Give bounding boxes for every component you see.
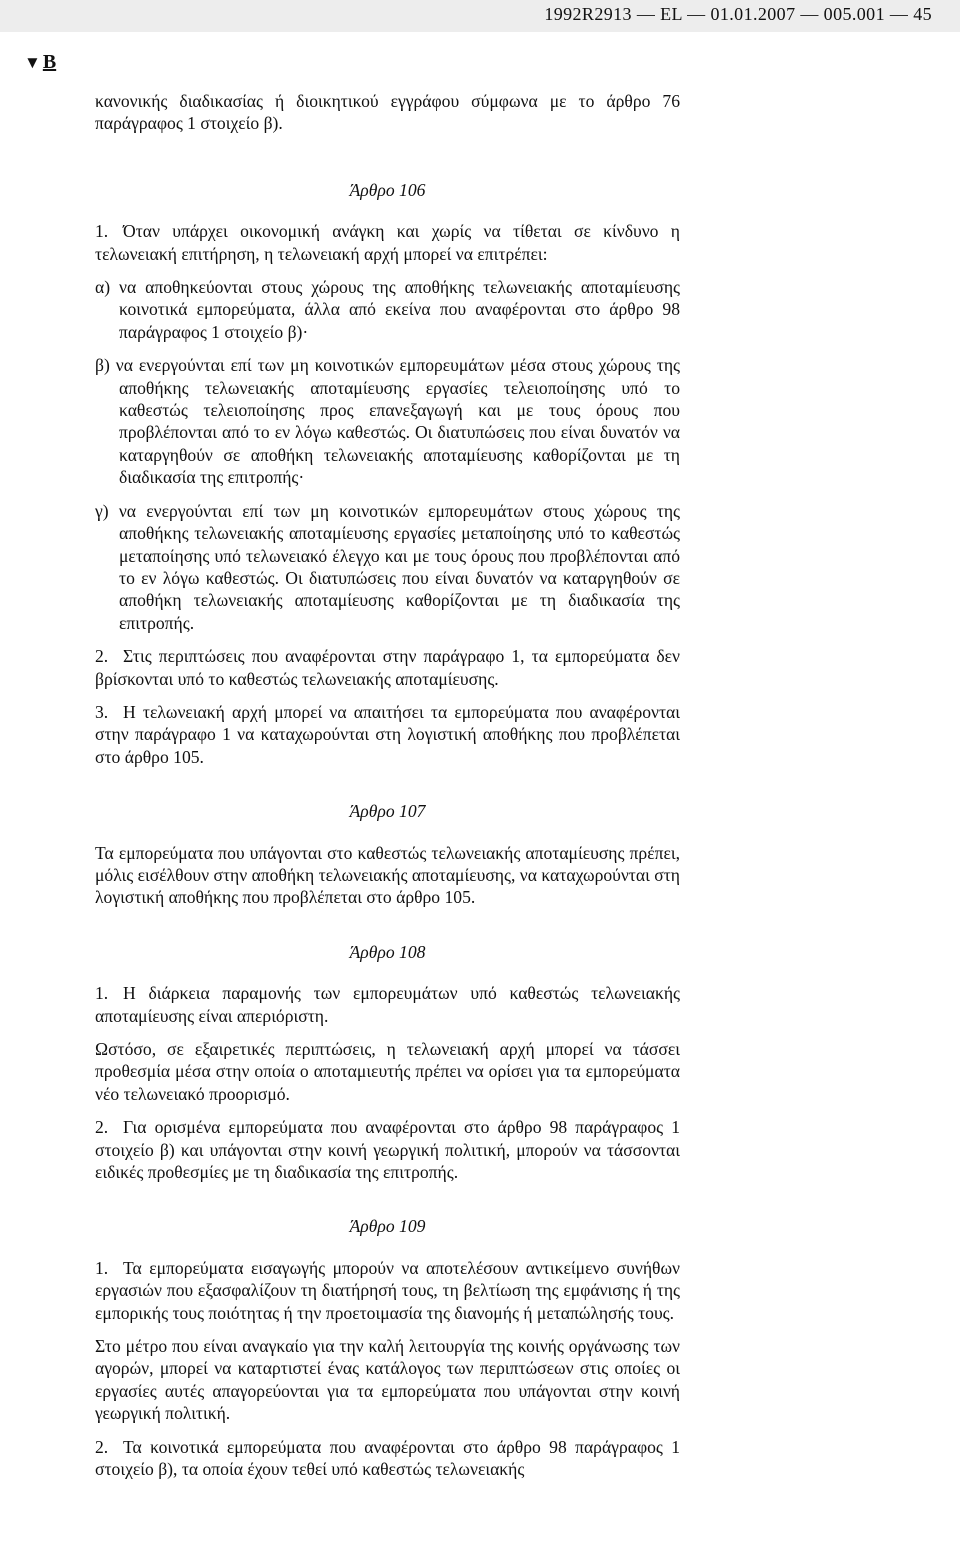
header-text: 1992R2913 — EL — 01.01.2007 — 005.001 — 45 [544,4,932,24]
article-106-item-c: γ) να ενεργούνται επί των μη κοινοτικών εμπορευμάτων στους χώρους της αποθήκης τελωνειακής αποταμίευσης εργασίες μεταποίησης υπό το καθεστώς μεταποίησης υπό τελωνειακό έλεγχο και με τους όρους που προβλέπονται από το εν λόγω καθεστώς. Οι διατυπώσεις που είναι δυνατόν να καταργηθούν σε αποθήκη τελωνειακής αποταμίευσης καθορίζονται με τη διαδικασία της επιτροπής. [95,500,680,633]
article-106-title: Άρθρο 106 [349,179,426,200]
amendment-marker [24,50,56,75]
paragraph-text: Στις περιπτώσεις που αναφέρονται στην παράγραφο 1, τα εμπορεύματα δεν βρίσκονται υπό το καθεστώς τελωνειακής αποταμίευσης. [95,646,680,689]
paragraph-number: 2. [95,1436,109,1457]
doc-reference: 1992R2913 [544,4,632,24]
article-108-paragraph-1 [95,982,680,1027]
paragraph-number: 3. [95,701,109,722]
paragraph-text: Η τελωνειακή αρχή μπορεί να απαιτήσει τα εμπορεύματα που αναφέρονται στην παράγραφο 1 να καταχωρούνται στη λογιστική αποθήκης που προβλέπεται στο άρθρο 105. [95,701,680,767]
article-109-paragraph-1 [95,1257,680,1324]
paragraph-number: 1. [95,221,109,242]
article-107-title: Άρθρο 107 [349,801,426,822]
article-106-item-b: β) να ενεργούνται επί των μη κοινοτικών εμπορευμάτων μέσα στους χώρους της αποθήκης τελωνειακής αποταμίευσης εργασίες τελειοποίησης υπό το καθεστώς τελειοποίησης προς επανεξαγωγή και με τους όρους που προβλέπονται από το εν λόγω καθεστώς. Οι διατυπώσεις που είναι δυνατόν να καταργηθούν σε αποθήκη τελωνειακής αποταμίευσης καθορίζονται με τη διαδικασία της επιτροπής· [95,355,680,488]
article-107-text: Τα εμπορεύματα που υπάγονται στο καθεστώς τελωνειακής αποταμίευσης πρέπει, μόλις εισέλθουν στην αποθήκη τελωνειακής αποταμίευσης, να καταχωρούνται στη λογιστική αποθήκης που προβλέπεται στο άρθρο 105. [95,842,680,908]
article-106-paragraph-3 [95,701,680,768]
paragraph-text: Τα εμπορεύματα εισαγωγής μπορούν να αποτελέσουν αντικείμενο συνήθων εργασιών που εξασφαλίζουν τη διατήρησή τους, τη βελτίωση της εμφάνισης ή της εμπορικής τους ποιότητας ή την προετοιμασία της διανομής ή μεταπώλησής τους. [95,1257,680,1323]
article-109-paragraph-1-continued: Στο μέτρο που είναι αναγκαίο για την καλή λειτουργία της κοινής οργάνωσης των αγορών, μπορεί να καταρτιστεί ένας κατάλογος των περιπτώσεων στις οποίες οι εργασίες αυτές απαγορεύονται για τα εμπορεύματα που υπάγονται στην κοινή γεωργική πολιτική. [95,1336,680,1424]
triangle-down-icon: ▼ [24,53,41,72]
article-106-paragraph-2 [95,645,680,690]
paragraph-text: Όταν υπάρχει οικονομική ανάγκη και χωρίς να τίθεται σε κίνδυνο η τελωνειακή επιτήρηση, η τελωνειακή αρχή μπορεί να επιτρέπει: [95,221,680,264]
paragraph-text: Τα κοινοτικά εμπορεύματα που αναφέρονται στο άρθρο 98 παράγραφος 1 στοιχείο β), τα οποία έχουν τεθεί υπό καθεστώς τελωνειακής [95,1436,680,1480]
paragraph-number: 1. [95,1257,109,1278]
article-108-title: Άρθρο 108 [349,941,426,962]
intro-paragraph: κανονικής διαδικασίας ή διοικητικού εγγράφου σύμφωνα με το άρθρο 76 παράγραφος 1 στοιχείο β). [95,91,680,134]
page-number: 45 [913,4,932,24]
paragraph-text: Για ορισμένα εμπορεύματα που αναφέρονται στο άρθρο 98 παράγραφος 1 στοιχείο β) και υπάγονται στην κοινή γεωργική πολιτική, μπορούν να τάσσονται ειδικές προθεσμίες με τη διαδικασία της επιτροπής. [95,1117,680,1183]
marker-label: B [42,51,57,73]
paragraph-number: 2. [95,646,109,667]
article-106-paragraph-1 [95,220,680,265]
article-109-title: Άρθρο 109 [349,1216,426,1237]
paragraph-number: 2. [95,1117,109,1138]
article-108-paragraph-2 [95,1116,680,1183]
consolidation-date: 01.01.2007 [710,4,796,24]
article-106-item-a: α) να αποθηκεύονται στους χώρους της αποθήκης τελωνειακής αποταμίευσης κοινοτικά εμπορεύματα, άλλα από εκείνα που αναφέρονται στο άρθρο 98 παράγραφος 1 στοιχείο β)· [95,277,680,342]
article-108-paragraph-1-continued: Ωστόσο, σε εξαιρετικές περιπτώσεις, η τελωνειακή αρχή μπορεί να τάσσει προθεσμία μέσα στην οποία ο αποταμιευτής πρέπει να ορίσει για τα εμπορεύματα νέο τελωνειακό προορισμό. [95,1039,680,1104]
paragraph-text: Η διάρκεια παραμονής των εμπορευμάτων υπό καθεστώς τελωνειακής αποταμίευσης είναι απεριόριστη. [95,983,680,1026]
version-number: 005.001 [823,4,885,24]
paragraph-number: 1. [95,983,109,1004]
language-code: EL [660,4,683,24]
page-header [0,0,960,32]
article-109-paragraph-2 [95,1436,680,1481]
document-body [95,90,680,1481]
